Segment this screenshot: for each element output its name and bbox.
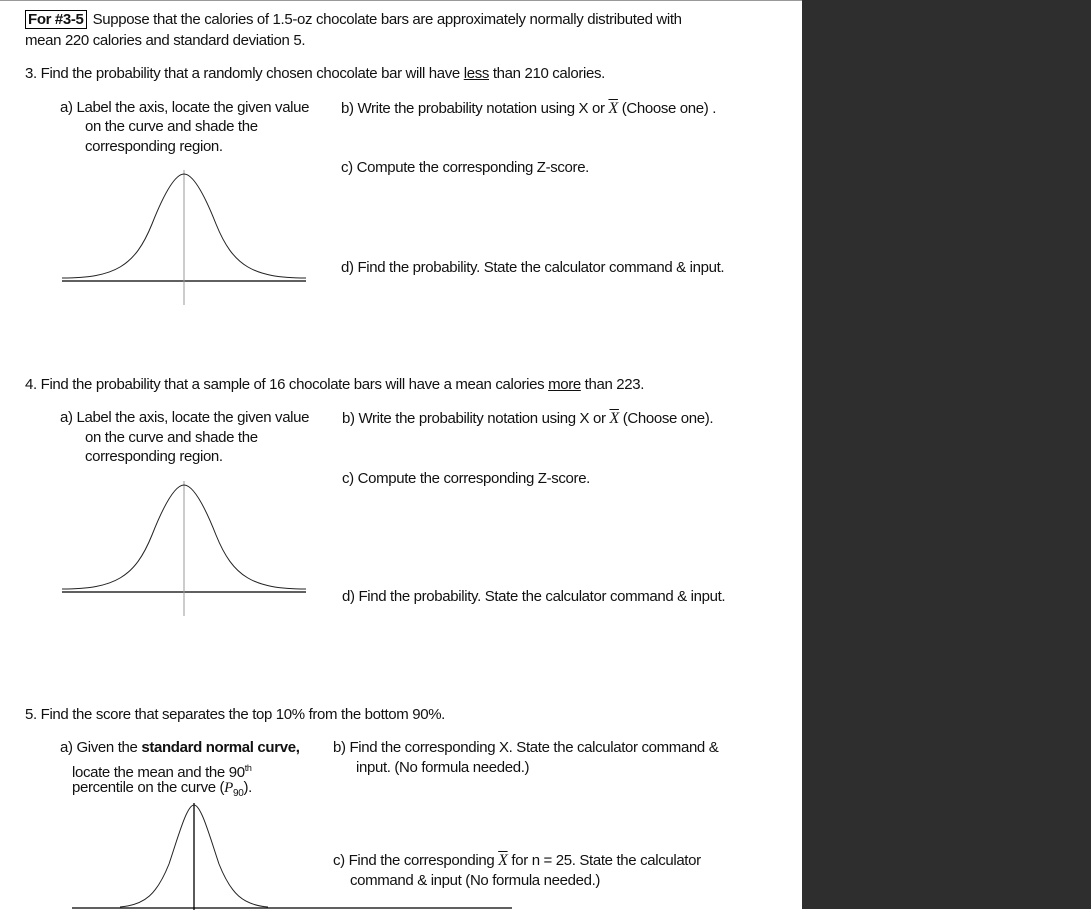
problem-range-tag: For #3-5 (25, 10, 87, 29)
intro-line-2: mean 220 calories and standard deviation 5. (25, 32, 306, 49)
q3-part-d: d) Find the probability. State the calculator command & input. (341, 259, 725, 276)
x-bar-symbol: $\overline{X}$ (608, 100, 618, 117)
x-bar-symbol: $\overline{X}$ (498, 852, 508, 869)
q5-part-b-line-1: b) Find the corresponding X. State the calculator command & (333, 739, 719, 756)
q3-part-a-line-3: corresponding region. (85, 138, 223, 155)
q5-part-c-line-2: command & input (No formula needed.) (350, 872, 601, 889)
q5-part-a-line-3: percentile on the curve $(P_{90})$. (72, 779, 252, 799)
q4-title: 4. Find the probability that a sample of 16 chocolate bars will have a mean calories more than 223. (25, 376, 645, 393)
q4-part-c: c) Compute the corresponding Z-score. (342, 470, 590, 487)
q5-title: 5. Find the score that separates the top 10% from the bottom 90%. (25, 706, 445, 723)
q4-part-b: b) Write the probability notation using X or $\overline{X}$ (Choose one). (342, 410, 714, 427)
q3-title: 3. Find the probability that a randomly chosen chocolate bar will have less than 210 calories. (25, 65, 605, 82)
q3-part-a-line-2: on the curve and shade the (85, 118, 258, 135)
q4-part-a-line-1: a) Label the axis, locate the given value (60, 409, 310, 426)
q3-normal-curve (55, 166, 315, 311)
q3-part-c: c) Compute the corresponding Z-score. (341, 159, 589, 176)
intro-line-1: For #3-5 Suppose that the calories of 1.5-oz chocolate bars are approximately normally distributed with (25, 10, 682, 30)
empty-dark-panel (802, 0, 1091, 909)
q3-part-a-line-1: a) Label the axis, locate the given value (60, 99, 310, 116)
q5-part-c-line-1: c) Find the corresponding $\overline{X}$ for n = 25. State the calculator (333, 852, 701, 869)
q4-part-d: d) Find the probability. State the calculator command & input. (342, 588, 726, 605)
q4-part-a-line-3: corresponding region. (85, 448, 223, 465)
q5-part-b-line-2: input. (No formula needed.) (356, 759, 530, 776)
q5-part-a-line-1: a) Given the standard normal curve, (60, 739, 300, 756)
q3-part-b: b) Write the probability notation using X or $\overline{X}$ (Choose one) . (341, 100, 717, 117)
q4-normal-curve (55, 477, 315, 622)
x-bar-symbol: $\overline{X}$ (609, 410, 619, 427)
q5-part-a-line-2: locate the mean and the 90th (72, 763, 252, 781)
q5-standard-normal-curve (65, 799, 515, 910)
q4-part-a-line-2: on the curve and shade the (85, 429, 258, 446)
